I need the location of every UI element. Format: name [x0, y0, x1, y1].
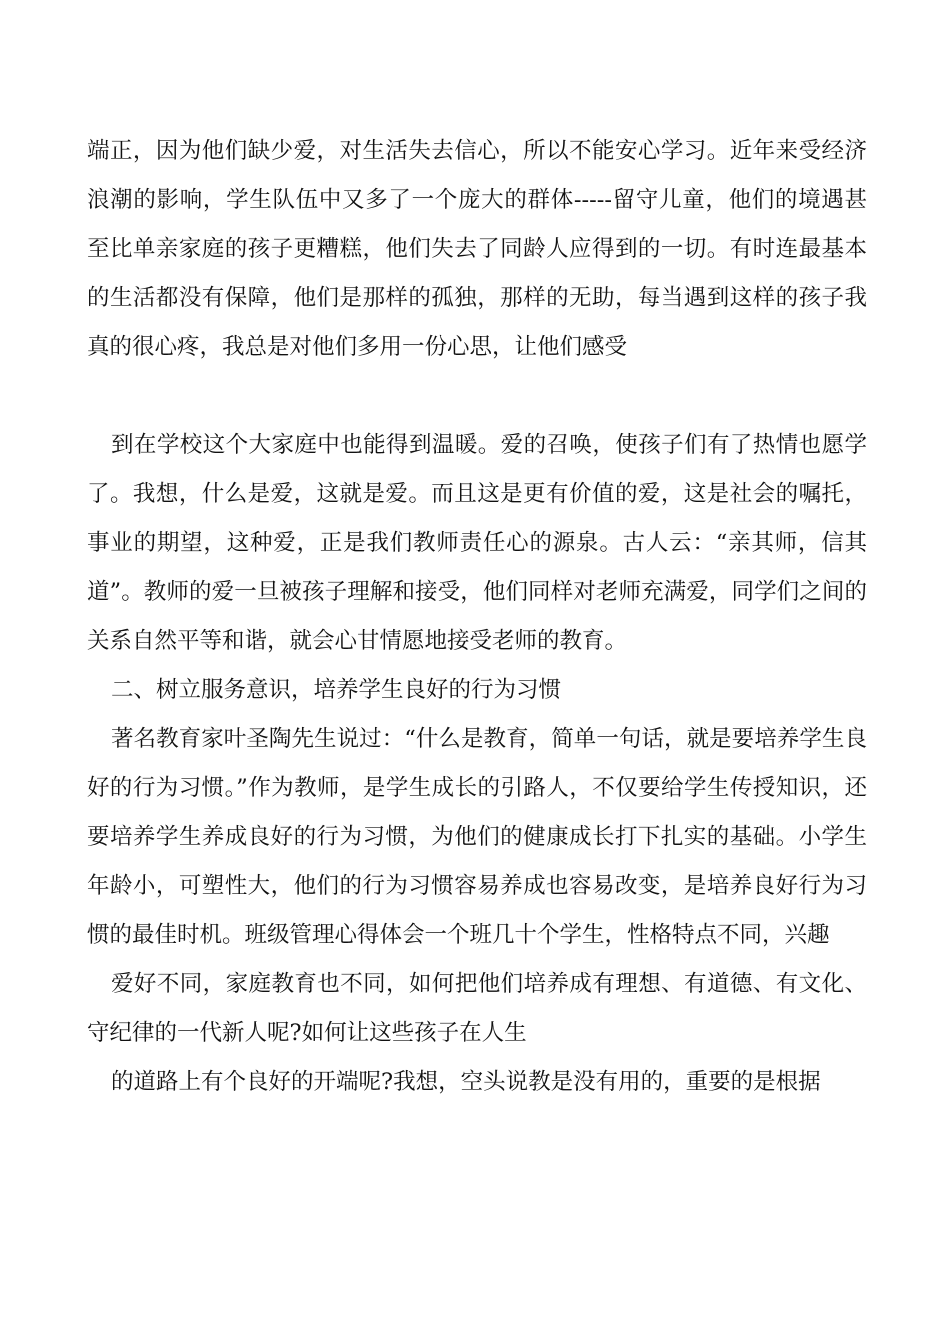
paragraph: 著名教育家叶圣陶先生说过：“什么是教育，简单一句话，就是要培养学生良好的行为习惯。”作为教师，是学生成长的引路人，不仅要给学生传授知识，还要培养学生养成良好的行为习惯，为他们的健康成长打下扎实的基础。小学生年龄小，可塑性大，他们的行为习惯容易养成也容易改变，是培养良好行为习惯的最佳时机。班级管理心得体会一个班几十个学生，性格特点不同，兴趣	[87, 726, 867, 948]
text-block-top	[87, 127, 867, 372]
paragraph: 到在学校这个大家庭中也能得到温暖。爱的召唤，使孩子们有了热情也愿学了。我想，什么是爱，这就是爱。而且这是更有价值的爱，这是社会的嘱托，事业的期望，这种爱，正是我们教师责任心的源泉。古人云：“亲其师，信其道”。教师的爱一旦被孩子理解和接受，他们同样对老师充满爱，同学们之间的关系自然平等和谐，就会心甘情愿地接受老师的教育。	[87, 432, 867, 654]
text-block-main	[87, 421, 867, 1107]
paragraph: 的道路上有个良好的开端呢?我想，空头说教是没有用的，重要的是根据	[111, 1069, 821, 1095]
paragraph: 端正，因为他们缺少爱，对生活失去信心，所以不能安心学习。近年来受经济浪潮的影响，学生队伍中又多了一个庞大的群体-----留守儿童，他们的境遇甚至比单亲家庭的孩子更糟糕，他们失去了同龄人应得到的一切。有时连最基本的生活都没有保障，他们是那样的孤独，那样的无助，每当遇到这样的孩子我真的很心疼，我总是对他们多用一份心思，让他们感受	[87, 138, 867, 360]
section-heading: 二、树立服务意识，培养学生良好的行为习惯	[111, 677, 562, 703]
paragraph: 爱好不同，家庭教育也不同，如何把他们培养成有理想、有道德、有文化、守纪律的一代新人呢?如何让这些孩子在人生	[87, 971, 867, 1046]
